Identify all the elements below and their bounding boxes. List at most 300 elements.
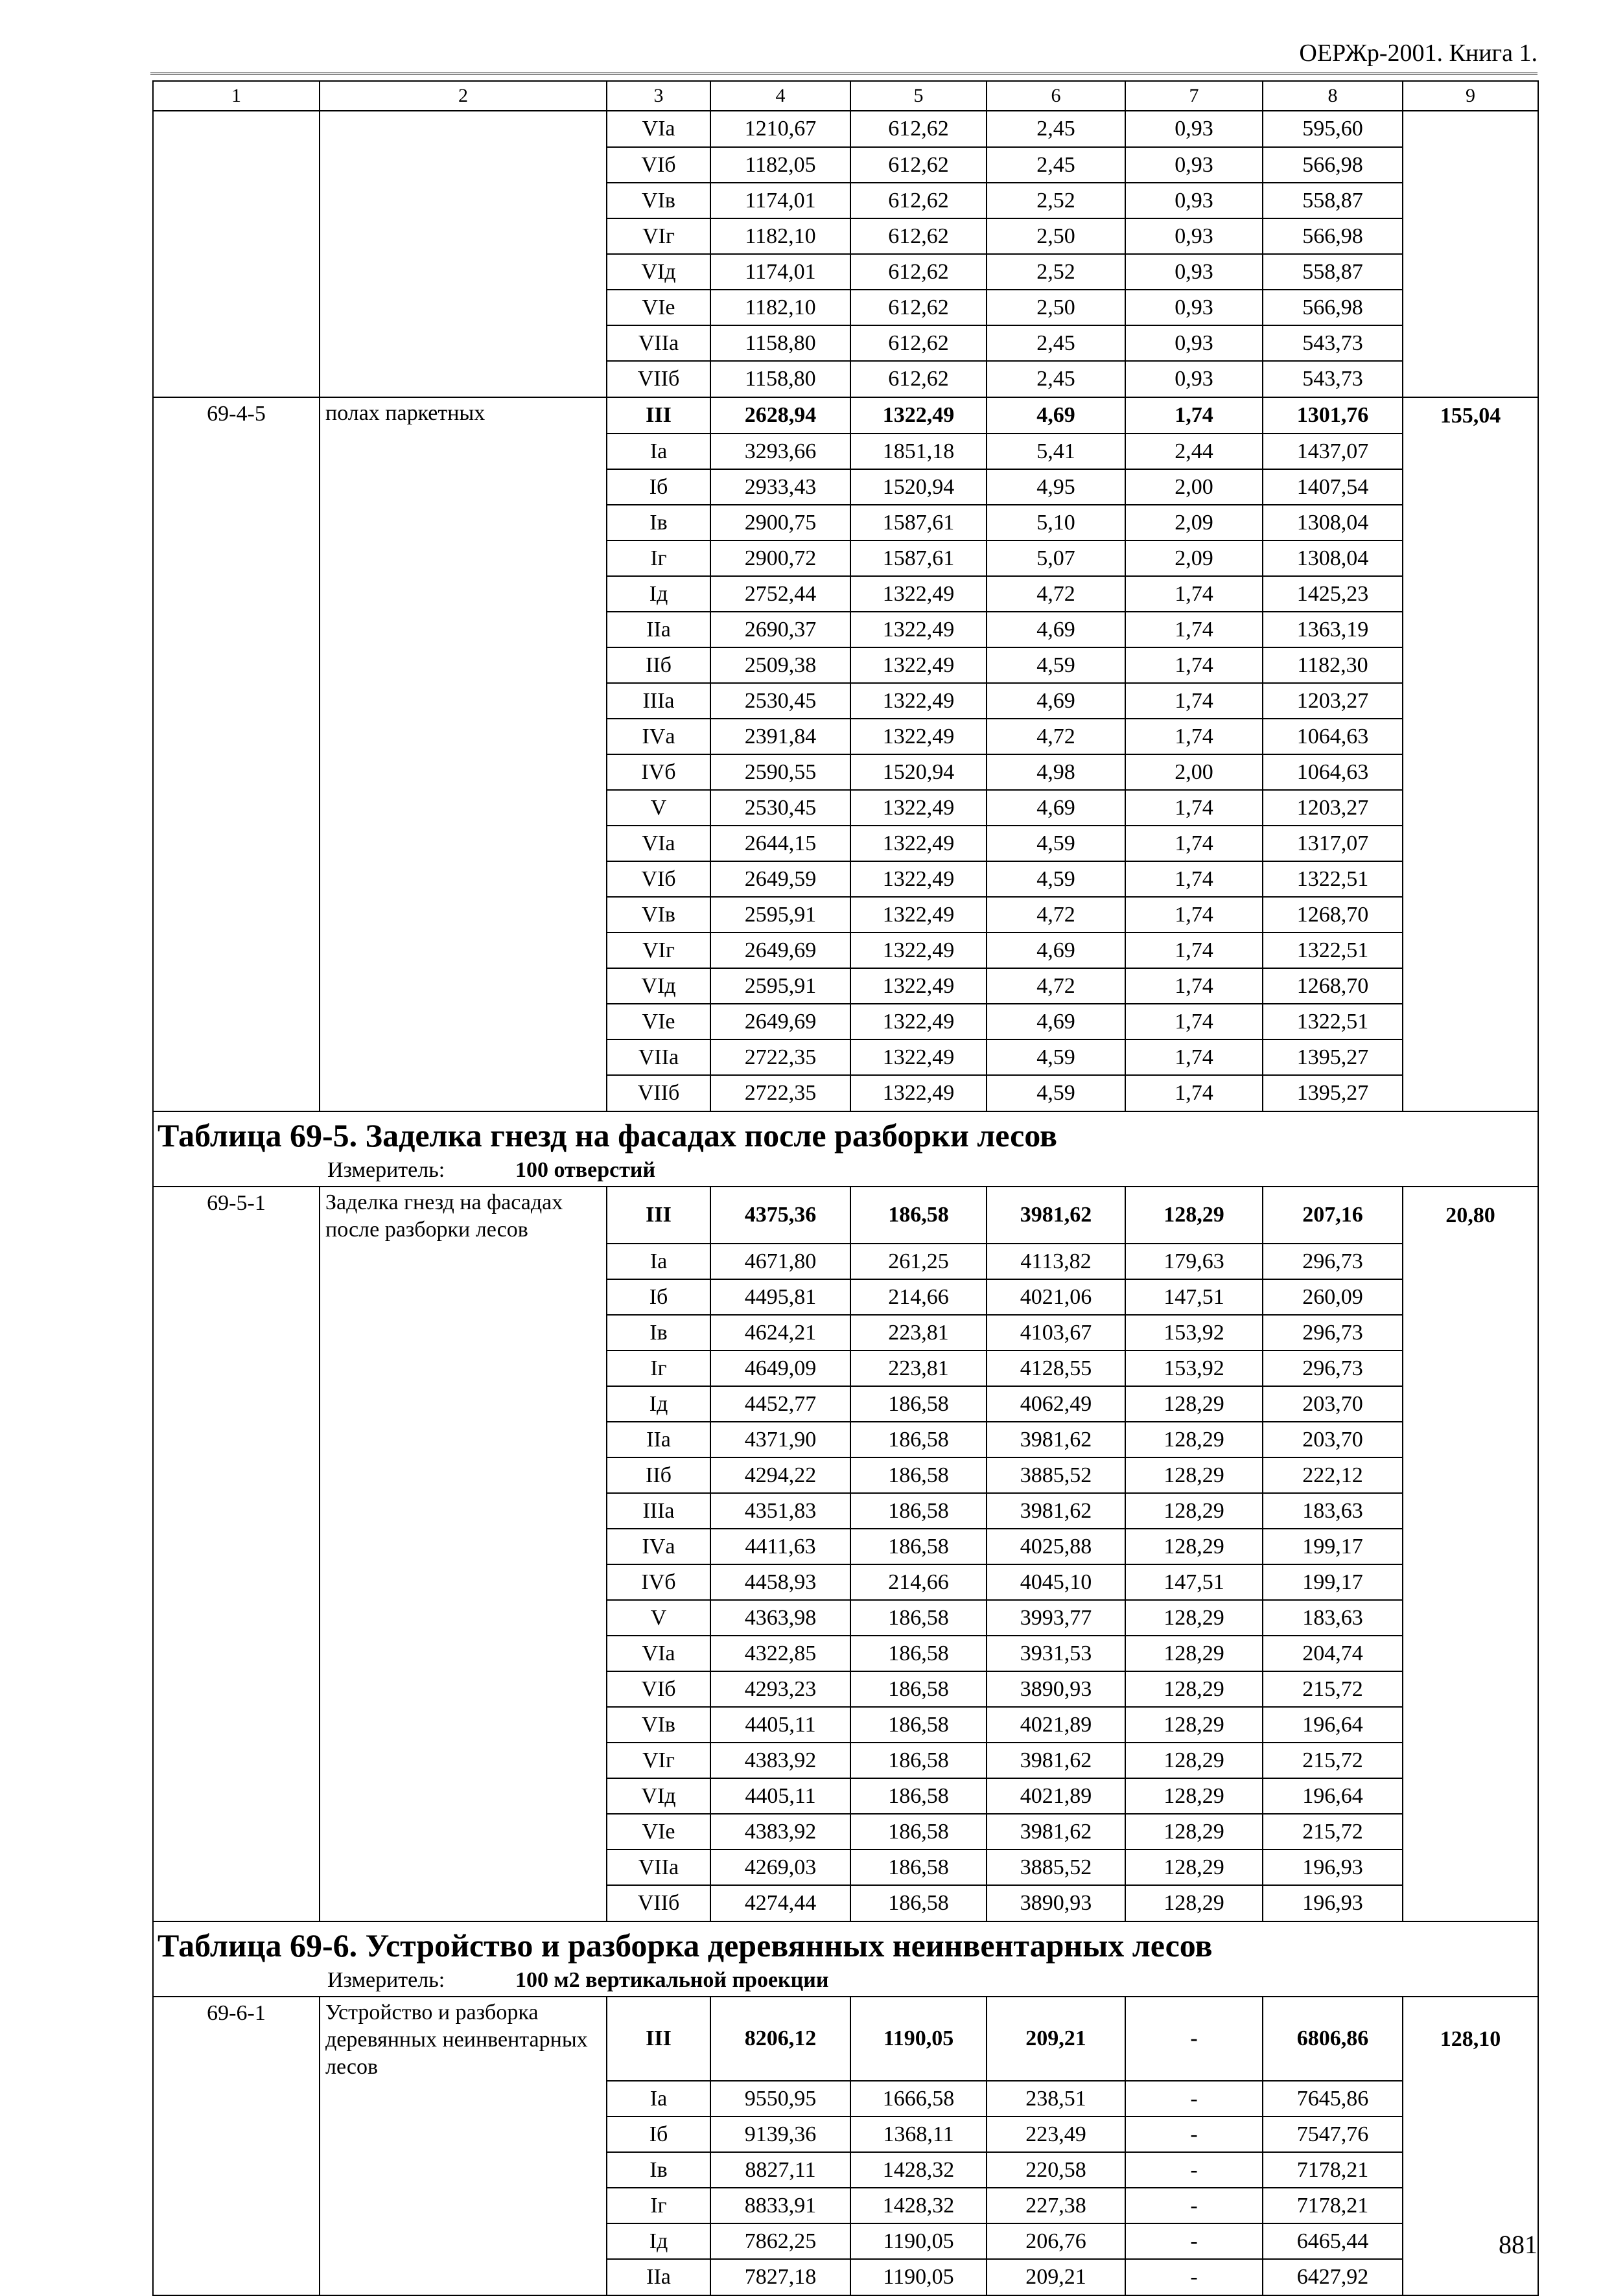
value-cell: 6806,86 bbox=[1263, 1997, 1403, 2081]
zone-code: IIIа bbox=[607, 683, 710, 719]
work-name bbox=[320, 647, 607, 683]
table-row bbox=[153, 1814, 1538, 1850]
value-cell: 186,58 bbox=[850, 1850, 987, 1885]
value-cell: 2,00 bbox=[1125, 469, 1263, 505]
value-cell: 4671,80 bbox=[710, 1244, 850, 1279]
labor-cost bbox=[1403, 1850, 1538, 1885]
value-cell: 1,74 bbox=[1125, 933, 1263, 968]
labor-cost bbox=[1403, 1600, 1538, 1636]
rate-code bbox=[153, 1743, 320, 1778]
zone-code: VIIб bbox=[607, 361, 710, 397]
zone-code: VIг bbox=[607, 933, 710, 968]
rate-code bbox=[153, 933, 320, 968]
table-row bbox=[153, 397, 1538, 434]
work-name bbox=[320, 1564, 607, 1600]
value-cell: 186,58 bbox=[850, 1529, 987, 1564]
value-cell: 1520,94 bbox=[850, 754, 987, 790]
value-cell: 128,29 bbox=[1125, 1814, 1263, 1850]
zone-code: Iв bbox=[607, 1315, 710, 1351]
value-cell: 223,81 bbox=[850, 1315, 987, 1351]
value-cell: - bbox=[1125, 2116, 1263, 2152]
column-number: 8 bbox=[1263, 81, 1403, 111]
labor-cost bbox=[1403, 754, 1538, 790]
work-name bbox=[320, 1529, 607, 1564]
value-cell: 612,62 bbox=[850, 111, 987, 147]
value-cell: - bbox=[1125, 2223, 1263, 2259]
zone-code: VIIа bbox=[607, 1039, 710, 1075]
rate-code: 69-6-1 bbox=[153, 1997, 320, 2081]
column-number-row bbox=[153, 81, 1538, 111]
value-cell: 1322,49 bbox=[850, 968, 987, 1004]
work-name bbox=[320, 968, 607, 1004]
value-cell: 2595,91 bbox=[710, 897, 850, 933]
zone-code: III bbox=[607, 1187, 710, 1244]
value-cell: 1,74 bbox=[1125, 576, 1263, 612]
value-cell: 3993,77 bbox=[987, 1600, 1125, 1636]
zone-code: VIе bbox=[607, 1814, 710, 1850]
value-cell: 2,45 bbox=[987, 147, 1125, 183]
table-row bbox=[153, 826, 1538, 861]
value-cell: 558,87 bbox=[1263, 183, 1403, 218]
rate-code bbox=[153, 647, 320, 683]
value-cell: 186,58 bbox=[850, 1636, 987, 1671]
rate-code bbox=[153, 2081, 320, 2116]
table-row bbox=[153, 1075, 1538, 1111]
value-cell: 558,87 bbox=[1263, 254, 1403, 290]
work-name bbox=[320, 2152, 607, 2188]
work-name bbox=[320, 1039, 607, 1075]
table-row bbox=[153, 790, 1538, 826]
table-row bbox=[153, 1529, 1538, 1564]
value-cell: - bbox=[1125, 1997, 1263, 2081]
rate-code bbox=[153, 2259, 320, 2295]
value-cell: 186,58 bbox=[850, 1814, 987, 1850]
value-cell: 566,98 bbox=[1263, 147, 1403, 183]
value-cell: 2530,45 bbox=[710, 790, 850, 826]
value-cell: 2595,91 bbox=[710, 968, 850, 1004]
value-cell: 4,95 bbox=[987, 469, 1125, 505]
table-row bbox=[153, 254, 1538, 290]
table-row bbox=[153, 111, 1538, 147]
work-name bbox=[320, 2116, 607, 2152]
value-cell: 2,45 bbox=[987, 111, 1125, 147]
table-row bbox=[153, 897, 1538, 933]
work-name bbox=[320, 612, 607, 647]
value-cell: 186,58 bbox=[850, 1885, 987, 1921]
value-cell: 2,00 bbox=[1125, 754, 1263, 790]
value-cell: 0,93 bbox=[1125, 325, 1263, 361]
column-number: 7 bbox=[1125, 81, 1263, 111]
value-cell: 4062,49 bbox=[987, 1386, 1125, 1422]
table-row bbox=[153, 754, 1538, 790]
table-row bbox=[153, 1778, 1538, 1814]
value-cell: 4,69 bbox=[987, 397, 1125, 434]
rate-code bbox=[153, 826, 320, 861]
value-cell: 4,72 bbox=[987, 968, 1125, 1004]
value-cell: 1322,49 bbox=[850, 719, 987, 754]
rate-code bbox=[153, 1457, 320, 1493]
value-cell: 296,73 bbox=[1263, 1351, 1403, 1386]
value-cell: 128,29 bbox=[1125, 1386, 1263, 1422]
table-row bbox=[153, 1636, 1538, 1671]
labor-cost bbox=[1403, 1386, 1538, 1422]
table-row bbox=[153, 2152, 1538, 2188]
value-cell: 1587,61 bbox=[850, 540, 987, 576]
value-cell: 4,72 bbox=[987, 897, 1125, 933]
labor-cost bbox=[1403, 968, 1538, 1004]
table-body bbox=[153, 81, 1538, 2295]
zone-code: VIг bbox=[607, 218, 710, 254]
value-cell: 3885,52 bbox=[987, 1850, 1125, 1885]
value-cell: 1268,70 bbox=[1263, 897, 1403, 933]
value-cell: 214,66 bbox=[850, 1279, 987, 1315]
value-cell: - bbox=[1125, 2188, 1263, 2223]
unit-value: 100 отверстий bbox=[515, 1158, 656, 1182]
work-name bbox=[320, 361, 607, 397]
value-cell: 2509,38 bbox=[710, 647, 850, 683]
labor-cost bbox=[1403, 612, 1538, 647]
value-cell: 4021,06 bbox=[987, 1279, 1125, 1315]
value-cell: 2,45 bbox=[987, 361, 1125, 397]
zone-code: VIд bbox=[607, 254, 710, 290]
value-cell: 4025,88 bbox=[987, 1529, 1125, 1564]
zone-code: VIб bbox=[607, 1671, 710, 1707]
value-cell: 1190,05 bbox=[850, 2223, 987, 2259]
labor-cost bbox=[1403, 1075, 1538, 1111]
rate-code: 69-5-1 bbox=[153, 1187, 320, 1244]
rate-code bbox=[153, 1671, 320, 1707]
column-number: 2 bbox=[320, 81, 607, 111]
value-cell: 1322,49 bbox=[850, 397, 987, 434]
value-cell: 1407,54 bbox=[1263, 469, 1403, 505]
labor-cost: 128,10 bbox=[1403, 1997, 1538, 2081]
value-cell: 3890,93 bbox=[987, 1885, 1125, 1921]
rate-code bbox=[153, 1075, 320, 1111]
value-cell: 4624,21 bbox=[710, 1315, 850, 1351]
value-cell: 260,09 bbox=[1263, 1279, 1403, 1315]
rate-code bbox=[153, 861, 320, 897]
value-cell: 4405,11 bbox=[710, 1778, 850, 1814]
value-cell: 9550,95 bbox=[710, 2081, 850, 2116]
zone-code: IIа bbox=[607, 612, 710, 647]
value-cell: 4495,81 bbox=[710, 1279, 850, 1315]
value-cell: 1317,07 bbox=[1263, 826, 1403, 861]
value-cell: 186,58 bbox=[850, 1778, 987, 1814]
labor-cost bbox=[1403, 1778, 1538, 1814]
value-cell: 2649,69 bbox=[710, 933, 850, 968]
value-cell: 2,44 bbox=[1125, 434, 1263, 469]
value-cell: 199,17 bbox=[1263, 1529, 1403, 1564]
value-cell: 261,25 bbox=[850, 1244, 987, 1279]
labor-cost bbox=[1403, 325, 1538, 361]
value-cell: 2,52 bbox=[987, 183, 1125, 218]
rate-code bbox=[153, 1004, 320, 1039]
value-cell: 186,58 bbox=[850, 1457, 987, 1493]
value-cell: 223,81 bbox=[850, 1351, 987, 1386]
value-cell: 7178,21 bbox=[1263, 2188, 1403, 2223]
value-cell: 2391,84 bbox=[710, 719, 850, 754]
value-cell: 1520,94 bbox=[850, 469, 987, 505]
table-row bbox=[153, 968, 1538, 1004]
zone-code: IVа bbox=[607, 719, 710, 754]
value-cell: 215,72 bbox=[1263, 1814, 1403, 1850]
table-row bbox=[153, 1039, 1538, 1075]
value-cell: 1,74 bbox=[1125, 968, 1263, 1004]
rates-table bbox=[152, 80, 1539, 2296]
value-cell: 153,92 bbox=[1125, 1351, 1263, 1386]
value-cell: 8206,12 bbox=[710, 1997, 850, 2081]
value-cell: 566,98 bbox=[1263, 290, 1403, 325]
value-cell: 128,29 bbox=[1125, 1743, 1263, 1778]
table-row bbox=[153, 290, 1538, 325]
value-cell: 183,63 bbox=[1263, 1493, 1403, 1529]
work-name bbox=[320, 111, 607, 147]
table-row bbox=[153, 1564, 1538, 1600]
value-cell: 4045,10 bbox=[987, 1564, 1125, 1600]
rate-code bbox=[153, 1850, 320, 1885]
zone-code: VIв bbox=[607, 1707, 710, 1743]
rate-code bbox=[153, 1244, 320, 1279]
table-row bbox=[153, 361, 1538, 397]
value-cell: - bbox=[1125, 2152, 1263, 2188]
value-cell: 128,29 bbox=[1125, 1529, 1263, 1564]
value-cell: 1,74 bbox=[1125, 1039, 1263, 1075]
value-cell: 4458,93 bbox=[710, 1564, 850, 1600]
work-name: Устройство и разборка деревянных неинвентарных лесов bbox=[320, 1997, 607, 2081]
value-cell: 4103,67 bbox=[987, 1315, 1125, 1351]
column-number: 9 bbox=[1403, 81, 1538, 111]
zone-code: VIе bbox=[607, 1004, 710, 1039]
zone-code: VIа bbox=[607, 1636, 710, 1671]
zone-code: VIIб bbox=[607, 1885, 710, 1921]
value-cell: 179,63 bbox=[1125, 1244, 1263, 1279]
value-cell: 1174,01 bbox=[710, 183, 850, 218]
rate-code bbox=[153, 1636, 320, 1671]
table-row bbox=[153, 612, 1538, 647]
zone-code: V bbox=[607, 790, 710, 826]
table-row bbox=[153, 505, 1538, 540]
value-cell: 1182,05 bbox=[710, 147, 850, 183]
value-cell: 1210,67 bbox=[710, 111, 850, 147]
rate-code bbox=[153, 1422, 320, 1457]
value-cell: 2,09 bbox=[1125, 540, 1263, 576]
unit-label: Измеритель: bbox=[327, 1968, 445, 1992]
table-row bbox=[153, 861, 1538, 897]
value-cell: 2,50 bbox=[987, 290, 1125, 325]
value-cell: 4,59 bbox=[987, 1075, 1125, 1111]
value-cell: 6427,92 bbox=[1263, 2259, 1403, 2295]
value-cell: 186,58 bbox=[850, 1187, 987, 1244]
value-cell: 128,29 bbox=[1125, 1457, 1263, 1493]
column-number: 3 bbox=[607, 81, 710, 111]
value-cell: 203,70 bbox=[1263, 1386, 1403, 1422]
labor-cost bbox=[1403, 647, 1538, 683]
value-cell: 4,69 bbox=[987, 933, 1125, 968]
labor-cost: 155,04 bbox=[1403, 397, 1538, 434]
value-cell: 2649,59 bbox=[710, 861, 850, 897]
table-row bbox=[153, 434, 1538, 469]
value-cell: 4021,89 bbox=[987, 1707, 1125, 1743]
value-cell: 186,58 bbox=[850, 1386, 987, 1422]
value-cell: 207,16 bbox=[1263, 1187, 1403, 1244]
value-cell: 147,51 bbox=[1125, 1279, 1263, 1315]
value-cell: 566,98 bbox=[1263, 218, 1403, 254]
table-row bbox=[153, 325, 1538, 361]
table-row bbox=[153, 1279, 1538, 1315]
labor-cost bbox=[1403, 1279, 1538, 1315]
value-cell: 4,59 bbox=[987, 1039, 1125, 1075]
rate-code bbox=[153, 1707, 320, 1743]
rate-code bbox=[153, 361, 320, 397]
table-row bbox=[153, 647, 1538, 683]
zone-code: III bbox=[607, 1997, 710, 2081]
value-cell: 196,64 bbox=[1263, 1707, 1403, 1743]
value-cell: 7862,25 bbox=[710, 2223, 850, 2259]
rate-code bbox=[153, 1564, 320, 1600]
work-name bbox=[320, 325, 607, 361]
work-name bbox=[320, 290, 607, 325]
zone-code: IIIа bbox=[607, 1493, 710, 1529]
value-cell: 196,93 bbox=[1263, 1885, 1403, 1921]
value-cell: 128,29 bbox=[1125, 1778, 1263, 1814]
value-cell: 1308,04 bbox=[1263, 505, 1403, 540]
labor-cost bbox=[1403, 1004, 1538, 1039]
value-cell: 2,09 bbox=[1125, 505, 1263, 540]
value-cell: 1666,58 bbox=[850, 2081, 987, 2116]
table-row bbox=[153, 540, 1538, 576]
labor-cost bbox=[1403, 2259, 1538, 2295]
rate-code bbox=[153, 1600, 320, 1636]
work-name bbox=[320, 1743, 607, 1778]
labor-cost bbox=[1403, 1529, 1538, 1564]
labor-cost bbox=[1403, 1707, 1538, 1743]
work-name bbox=[320, 1457, 607, 1493]
labor-cost bbox=[1403, 254, 1538, 290]
value-cell: 5,07 bbox=[987, 540, 1125, 576]
value-cell: 1174,01 bbox=[710, 254, 850, 290]
running-header: ОЕРЖр-2001. Книга 1. bbox=[1299, 40, 1538, 67]
value-cell: 4375,36 bbox=[710, 1187, 850, 1244]
value-cell: 612,62 bbox=[850, 147, 987, 183]
rate-code bbox=[153, 1814, 320, 1850]
value-cell: 4383,92 bbox=[710, 1743, 850, 1778]
work-name bbox=[320, 576, 607, 612]
column-number: 5 bbox=[850, 81, 987, 111]
value-cell: 4411,63 bbox=[710, 1529, 850, 1564]
table-row bbox=[153, 1187, 1538, 1244]
value-cell: 4649,09 bbox=[710, 1351, 850, 1386]
labor-cost: 20,80 bbox=[1403, 1187, 1538, 1244]
value-cell: 128,29 bbox=[1125, 1850, 1263, 1885]
rate-code bbox=[153, 1778, 320, 1814]
value-cell: 128,29 bbox=[1125, 1187, 1263, 1244]
value-cell: 2,52 bbox=[987, 254, 1125, 290]
zone-code: Iа bbox=[607, 434, 710, 469]
value-cell: 1322,49 bbox=[850, 897, 987, 933]
work-name bbox=[320, 826, 607, 861]
zone-code: Iб bbox=[607, 469, 710, 505]
labor-cost bbox=[1403, 1814, 1538, 1850]
zone-code: VIв bbox=[607, 897, 710, 933]
labor-cost bbox=[1403, 218, 1538, 254]
rate-code bbox=[153, 790, 320, 826]
work-name bbox=[320, 2081, 607, 2116]
work-name: полах паркетных bbox=[320, 397, 607, 434]
value-cell: 1363,19 bbox=[1263, 612, 1403, 647]
zone-code: VIб bbox=[607, 861, 710, 897]
zone-code: VIб bbox=[607, 147, 710, 183]
value-cell: 4,72 bbox=[987, 576, 1125, 612]
work-name bbox=[320, 1707, 607, 1743]
value-cell: 1064,63 bbox=[1263, 719, 1403, 754]
rate-code bbox=[153, 254, 320, 290]
value-cell: 4113,82 bbox=[987, 1244, 1125, 1279]
rate-code bbox=[153, 719, 320, 754]
labor-cost bbox=[1403, 2081, 1538, 2116]
work-name bbox=[320, 505, 607, 540]
value-cell: 612,62 bbox=[850, 361, 987, 397]
value-cell: 128,29 bbox=[1125, 1493, 1263, 1529]
table-unit bbox=[158, 1966, 1534, 1996]
value-cell: 2752,44 bbox=[710, 576, 850, 612]
work-name bbox=[320, 861, 607, 897]
value-cell: 4,59 bbox=[987, 647, 1125, 683]
header-rule bbox=[150, 73, 1538, 75]
labor-cost bbox=[1403, 1636, 1538, 1671]
value-cell: 1395,27 bbox=[1263, 1075, 1403, 1111]
labor-cost bbox=[1403, 2116, 1538, 2152]
value-cell: 5,41 bbox=[987, 434, 1125, 469]
column-number: 1 bbox=[153, 81, 320, 111]
labor-cost bbox=[1403, 469, 1538, 505]
work-name bbox=[320, 790, 607, 826]
zone-code: VIд bbox=[607, 968, 710, 1004]
labor-cost bbox=[1403, 576, 1538, 612]
zone-code: IVб bbox=[607, 1564, 710, 1600]
table-row bbox=[153, 469, 1538, 505]
zone-code: Iб bbox=[607, 2116, 710, 2152]
value-cell: 4,72 bbox=[987, 719, 1125, 754]
value-cell: 1322,49 bbox=[850, 647, 987, 683]
value-cell: 4383,92 bbox=[710, 1814, 850, 1850]
work-name bbox=[320, 1386, 607, 1422]
value-cell: 595,60 bbox=[1263, 111, 1403, 147]
zone-code: VIа bbox=[607, 826, 710, 861]
labor-cost bbox=[1403, 111, 1538, 147]
labor-cost bbox=[1403, 1244, 1538, 1279]
labor-cost bbox=[1403, 683, 1538, 719]
value-cell: 7178,21 bbox=[1263, 2152, 1403, 2188]
rate-code bbox=[153, 1493, 320, 1529]
table-row bbox=[153, 1707, 1538, 1743]
value-cell: 1,74 bbox=[1125, 861, 1263, 897]
zone-code: VIIб bbox=[607, 1075, 710, 1111]
value-cell: 1395,27 bbox=[1263, 1039, 1403, 1075]
value-cell: 1,74 bbox=[1125, 397, 1263, 434]
labor-cost bbox=[1403, 361, 1538, 397]
labor-cost bbox=[1403, 147, 1538, 183]
value-cell: 4,69 bbox=[987, 790, 1125, 826]
value-cell: 1203,27 bbox=[1263, 683, 1403, 719]
value-cell: 4128,55 bbox=[987, 1351, 1125, 1386]
value-cell: 3890,93 bbox=[987, 1671, 1125, 1707]
value-cell: 186,58 bbox=[850, 1671, 987, 1707]
value-cell: 1322,49 bbox=[850, 576, 987, 612]
labor-cost bbox=[1403, 1743, 1538, 1778]
value-cell: 0,93 bbox=[1125, 183, 1263, 218]
work-name bbox=[320, 218, 607, 254]
value-cell: 2722,35 bbox=[710, 1075, 850, 1111]
